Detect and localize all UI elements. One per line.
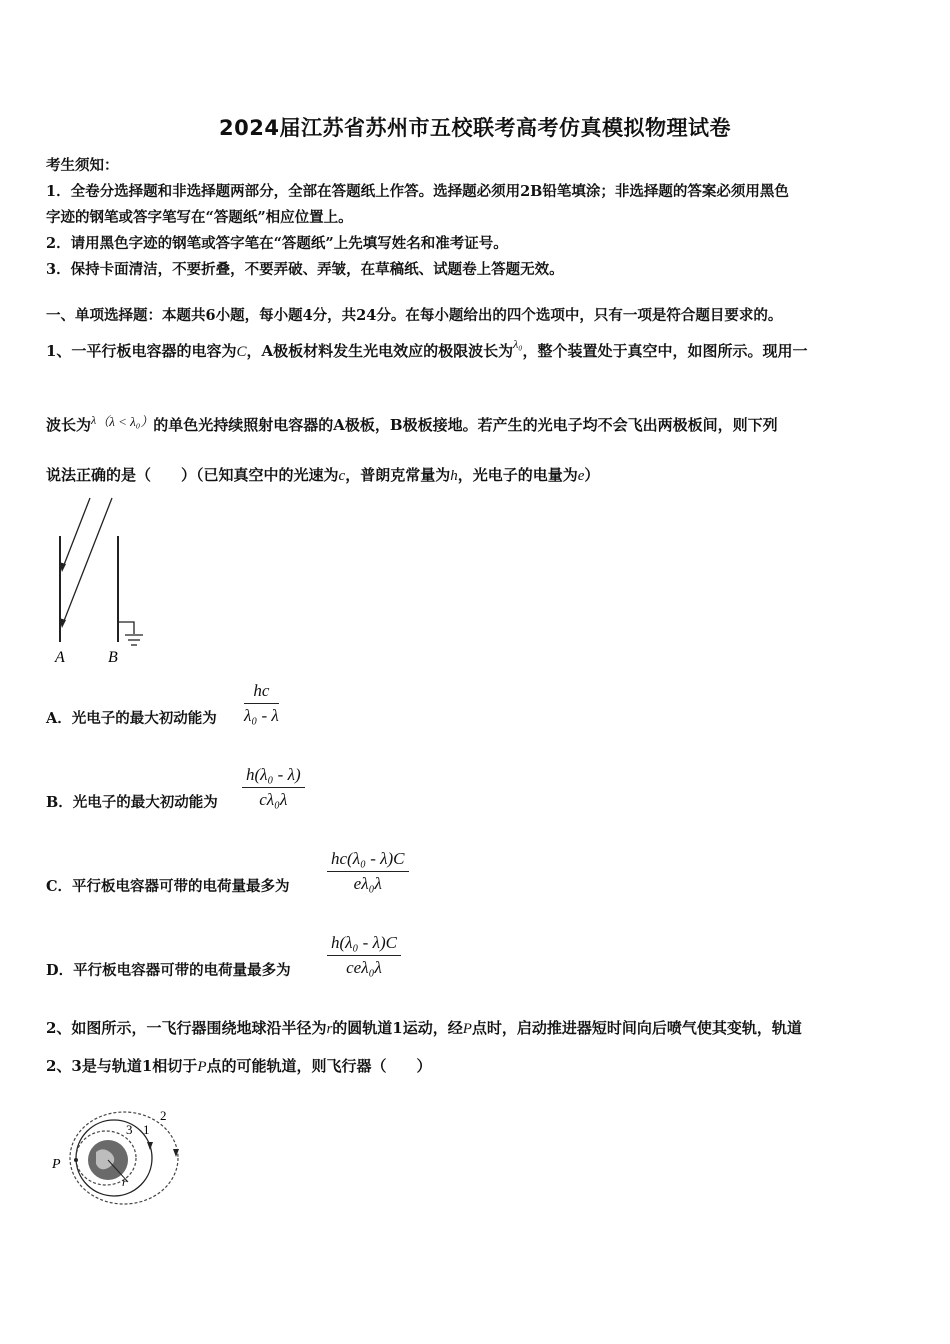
light-ray (62, 498, 90, 570)
option-b[interactable]: B．光电子的最大初动能为 (46, 794, 218, 811)
fraction-numerator: h(λ₀ - λ)C (327, 933, 401, 956)
q1-text: ，A极板材料发生光电效应的极限波长为 (246, 342, 514, 360)
notice-heading: 考生须知： (46, 157, 119, 174)
q1-text: ，普朗克常量为 (345, 466, 451, 484)
q2-line-1 (46, 1017, 802, 1038)
option-d[interactable]: D．平行板电容器可带的电荷量最多为 (46, 962, 291, 979)
symbol-h: h (450, 468, 458, 484)
fraction-numerator: hc (244, 681, 279, 704)
symbol-e: e (577, 468, 585, 484)
symbol-r: r (326, 1021, 333, 1037)
fraction-denominator: λ₀ - λ (244, 706, 279, 725)
fraction-numerator: hc(λ₀ - λ)C (327, 849, 409, 872)
notice-item-2: 2．请用黑色字迹的钢笔或答字笔在“答题纸”上先填写姓名和准考证号。 (46, 235, 508, 252)
q2-text: 点的可能轨道，则飞行器（ ） (206, 1057, 432, 1075)
symbol-c: c (338, 468, 346, 484)
section-heading: 一、单项选择题：本题共6小题，每小题4分，共24分。在每小题给出的四个选项中，只有一项是符合题目要求的。 (46, 307, 783, 324)
paper-title: 2024届江苏省苏州市五校联考高考仿真模拟物理试卷 (219, 116, 731, 140)
notice-item-3: 3．保持卡面清洁，不要折叠，不要弄破、弄皱，在草稿纸、试题卷上答题无效。 (46, 261, 564, 278)
capacitor-figure (46, 492, 166, 670)
arrow-head (147, 1142, 153, 1150)
fraction-numerator: h(λ₀ - λ) (242, 765, 305, 788)
q1-text: ，整个装置处于真空中，如图所示。现用一 (522, 342, 808, 360)
light-ray (62, 498, 112, 626)
q1-text: 的单色光持续照射电容器的A极板，B极板接地。若产生的光电子均不会飞出两极板间，则下列 (153, 416, 778, 434)
q2-text: 的圆轨道1运动，经 (332, 1019, 463, 1037)
fraction-denominator: cλ₀λ (259, 790, 288, 809)
fraction-denominator: ceλ₀λ (346, 958, 382, 977)
symbol-c-capacitance: C (236, 344, 247, 360)
option-a-fraction (244, 681, 279, 726)
notice-item-1-line-2: 字迹的钢笔或答字笔写在“答题纸”相应位置上。 (46, 209, 353, 226)
notice-item-1-line-1: 1．全卷分选择题和非选择题两部分，全部在答题纸上作答。选择题必须用2B铅笔填涂；非选择题的答案必须用黑色 (46, 183, 789, 200)
q1-line-3 (46, 464, 599, 485)
symbol-p: P (462, 1021, 472, 1037)
q1-text: 1、一平行板电容器的电容为 (46, 342, 237, 360)
plate-a-label: A (55, 649, 65, 666)
symbol-p: P (197, 1059, 207, 1075)
q2-text: 2、3是与轨道1相切于 (46, 1057, 198, 1075)
plate-b-label: B (108, 649, 118, 666)
option-c-fraction (327, 849, 409, 894)
q2-text: 点时，启动推进器短时间向后喷气使其变轨，轨道 (471, 1019, 802, 1037)
option-a[interactable]: A．光电子的最大初动能为 (46, 710, 217, 727)
q1-text: 说法正确的是（ ）（已知真空中的光速为 (46, 466, 339, 484)
ground-wire (118, 622, 134, 634)
q1-line-2 (46, 414, 778, 435)
option-c[interactable]: C．平行板电容器可带的电荷量最多为 (46, 878, 290, 895)
q1-text: 波长为 (46, 416, 92, 434)
fraction-denominator: eλ₀λ (353, 874, 382, 893)
q1-text: ） (584, 466, 600, 484)
option-b-fraction (242, 765, 305, 810)
point-p (74, 1158, 78, 1162)
q2-text: 2、如图所示，一飞行器围绕地球沿半径为 (46, 1019, 327, 1037)
label-orbit-2: 2 (160, 1108, 167, 1123)
orbit-figure (46, 1102, 196, 1208)
label-r: r (122, 1175, 127, 1189)
symbol-lambda: λ (91, 413, 97, 427)
label-orbit-1: 1 (143, 1122, 150, 1137)
symbol-lambda0: λ₀ (513, 337, 523, 351)
q2-line-2 (46, 1055, 432, 1076)
q1-text: ，光电子的电量为 (457, 466, 578, 484)
label-p: P (52, 1157, 61, 1172)
option-d-fraction (327, 933, 401, 978)
wavelength-condition: （λ < λ₀） (96, 414, 154, 429)
q1-line-1 (46, 337, 808, 361)
label-orbit-3: 3 (126, 1122, 133, 1137)
